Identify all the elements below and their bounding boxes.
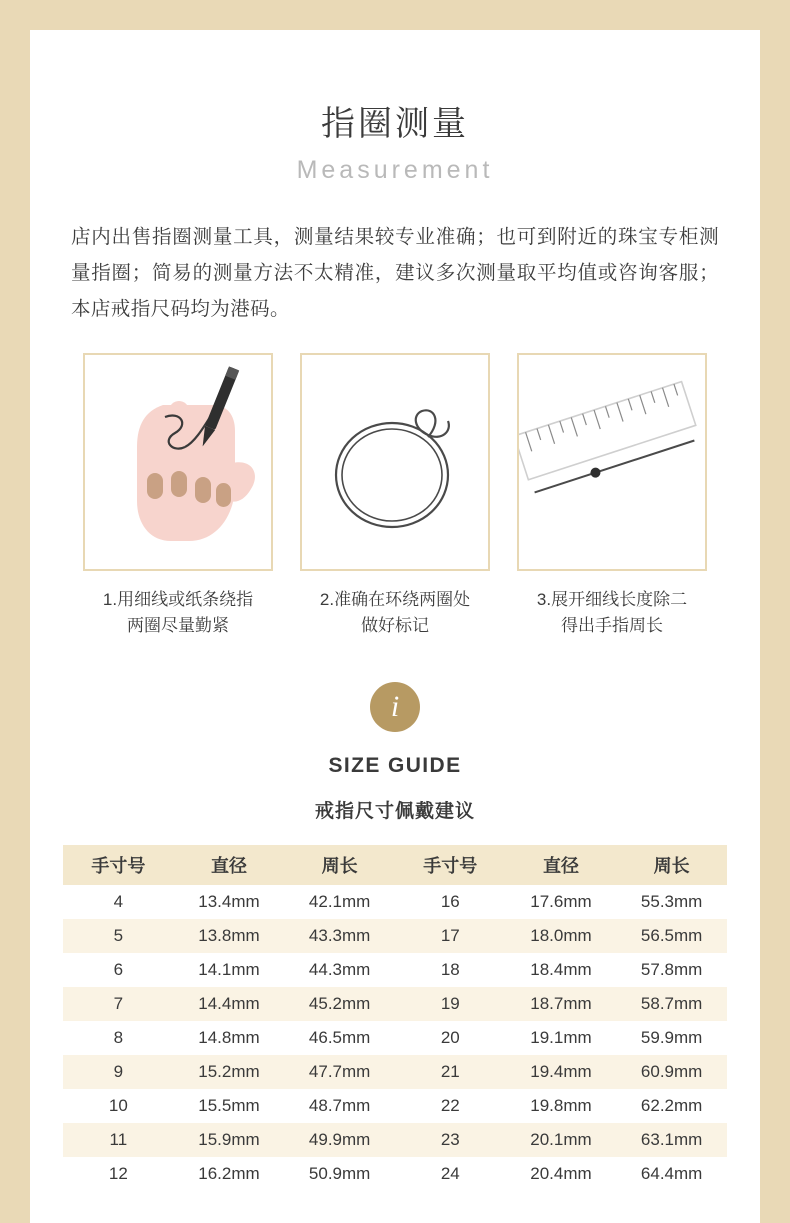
cell: 17.6mm [506, 885, 617, 919]
step-3-caption [517, 587, 707, 640]
cell: 19.8mm [506, 1089, 617, 1123]
content-inner [30, 106, 760, 1191]
steps-row [63, 353, 727, 640]
cell: 17 [395, 919, 506, 953]
cell: 20.1mm [506, 1123, 617, 1157]
table-body [63, 885, 727, 1191]
cell: 4 [63, 885, 174, 919]
col-header-5: 周长 [616, 845, 727, 885]
cell: 57.8mm [616, 953, 727, 987]
size-guide-heading-en: SIZE GUIDE [328, 753, 462, 777]
table-row [63, 1157, 727, 1191]
cell: 42.1mm [284, 885, 395, 919]
cell: 19.1mm [506, 1021, 617, 1055]
cell: 15.2mm [174, 1055, 285, 1089]
cell: 18.4mm [506, 953, 617, 987]
page-subtitle: Measurement [296, 156, 494, 185]
cell: 21 [395, 1055, 506, 1089]
col-header-0: 手寸号 [63, 845, 174, 885]
step-3-caption-line2: 得出手指周长 [561, 616, 663, 636]
col-header-2: 周长 [284, 845, 395, 885]
table-row [63, 1055, 727, 1089]
table-row [63, 1021, 727, 1055]
cell: 43.3mm [284, 919, 395, 953]
info-badge-wrap [63, 682, 727, 732]
info-icon: i [370, 682, 420, 732]
content-card [30, 30, 760, 1223]
step-2-image [300, 353, 490, 571]
col-header-3: 手寸号 [395, 845, 506, 885]
table-row [63, 953, 727, 987]
table-row [63, 885, 727, 919]
step-2 [300, 353, 490, 640]
step-2-caption-line1: 2.准确在环绕两圈处 [319, 590, 471, 610]
cell: 62.2mm [616, 1089, 727, 1123]
cell: 13.8mm [174, 919, 285, 953]
step-3 [517, 353, 707, 640]
cell: 64.4mm [616, 1157, 727, 1191]
cell: 56.5mm [616, 919, 727, 953]
col-header-1: 直径 [174, 845, 285, 885]
step-1-caption-line1: 1.用细线或纸条绕指 [102, 590, 254, 610]
cell: 7 [63, 987, 174, 1021]
cell: 22 [395, 1089, 506, 1123]
cell: 14.4mm [174, 987, 285, 1021]
ruler-icon [519, 355, 705, 569]
cell: 24 [395, 1157, 506, 1191]
ring-size-table [63, 845, 727, 1191]
cell: 49.9mm [284, 1123, 395, 1157]
cell: 23 [395, 1123, 506, 1157]
cell: 48.7mm [284, 1089, 395, 1123]
cell: 8 [63, 1021, 174, 1055]
table-row [63, 987, 727, 1021]
table-row [63, 919, 727, 953]
col-header-4: 直径 [506, 845, 617, 885]
cell: 55.3mm [616, 885, 727, 919]
cell: 20.4mm [506, 1157, 617, 1191]
cell: 14.1mm [174, 953, 285, 987]
cell: 18.7mm [506, 987, 617, 1021]
cell: 18 [395, 953, 506, 987]
cell: 16.2mm [174, 1157, 285, 1191]
step-3-image [517, 353, 707, 571]
step-1 [83, 353, 273, 640]
cell: 11 [63, 1123, 174, 1157]
step-1-caption [83, 587, 273, 640]
intro-paragraph: 店内出售指圈测量工具，测量结果较专业准确；也可到附近的珠宝专柜测量指圈；简易的测量方法不太精准，建议多次测量取平均值或咨询客服；本店戒指尺码均为港码。 [71, 225, 719, 321]
cell: 15.5mm [174, 1089, 285, 1123]
cell: 9 [63, 1055, 174, 1089]
cell: 59.9mm [616, 1021, 727, 1055]
hand-with-thread-icon [85, 355, 271, 569]
size-guide-heading-zh: 戒指尺寸佩戴建议 [314, 800, 475, 822]
table-header-row [63, 845, 727, 885]
cell: 63.1mm [616, 1123, 727, 1157]
table-row [63, 1123, 727, 1157]
cell: 5 [63, 919, 174, 953]
cell: 47.7mm [284, 1055, 395, 1089]
cell: 46.5mm [284, 1021, 395, 1055]
cell: 16 [395, 885, 506, 919]
cell: 12 [63, 1157, 174, 1191]
cell: 20 [395, 1021, 506, 1055]
cell: 19.4mm [506, 1055, 617, 1089]
step-3-caption-line1: 3.展开细线长度除二 [536, 590, 688, 610]
table-row [63, 1089, 727, 1123]
cell: 58.7mm [616, 987, 727, 1021]
cell: 18.0mm [506, 919, 617, 953]
page-title: 指圈测量 [321, 105, 469, 143]
cell: 10 [63, 1089, 174, 1123]
step-1-image [83, 353, 273, 571]
cell: 44.3mm [284, 953, 395, 987]
cell: 13.4mm [174, 885, 285, 919]
step-2-caption-line2: 做好标记 [361, 616, 429, 636]
cell: 45.2mm [284, 987, 395, 1021]
cell: 14.8mm [174, 1021, 285, 1055]
cell: 19 [395, 987, 506, 1021]
table-head [63, 845, 727, 885]
cell: 50.9mm [284, 1157, 395, 1191]
cell: 6 [63, 953, 174, 987]
step-1-caption-line2: 两圈尽量勤紧 [127, 616, 229, 636]
cell: 60.9mm [616, 1055, 727, 1089]
step-2-caption [300, 587, 490, 640]
thread-loop-icon [302, 355, 488, 569]
cell: 15.9mm [174, 1123, 285, 1157]
